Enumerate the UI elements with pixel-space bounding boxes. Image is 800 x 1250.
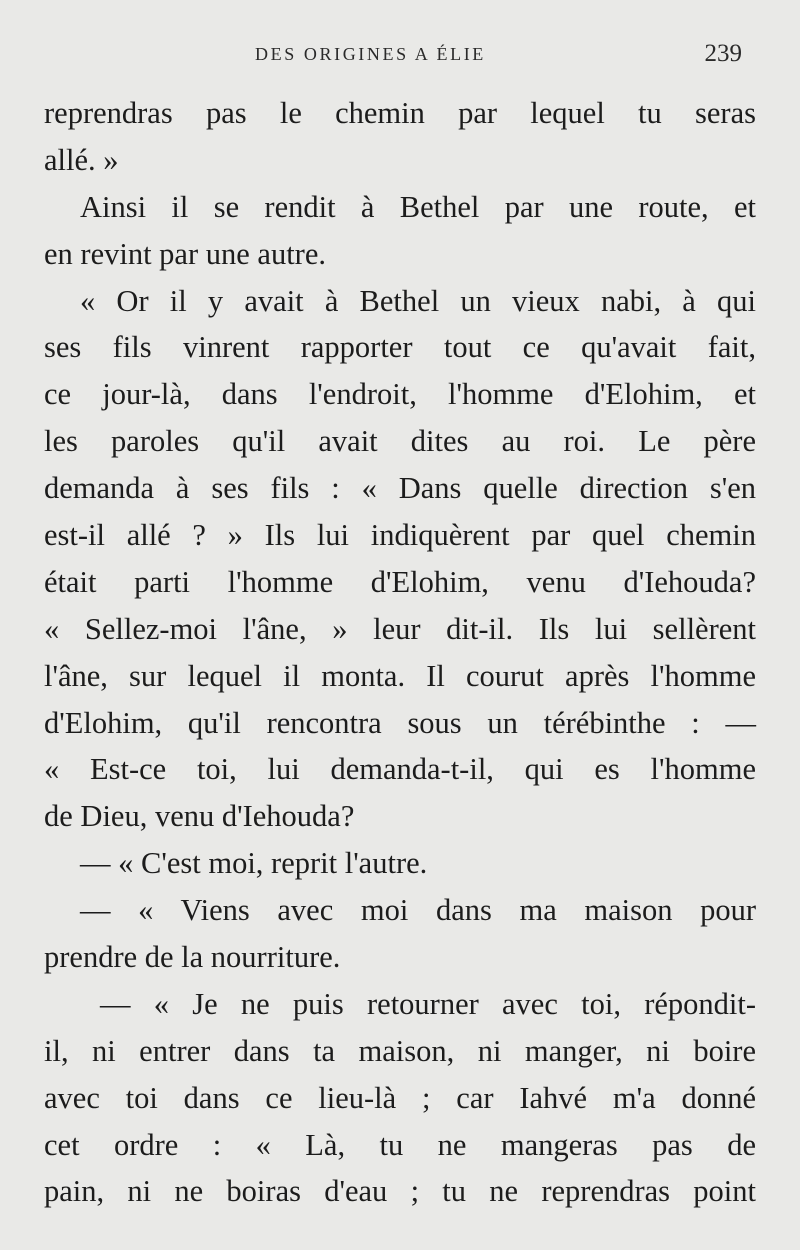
text-line: en revint par une autre.: [44, 236, 326, 271]
text-line: l'âne, sur lequel il monta. Il courut après l'homme: [44, 658, 756, 693]
text-line: ses fils vinrent rapporter tout ce qu'avait fait,: [44, 330, 756, 365]
body-text: [44, 90, 756, 1215]
text-line: demanda à ses fils : « Dans quelle direction s'en: [44, 471, 756, 506]
text-line: allé. »: [44, 142, 119, 177]
text-line: les paroles qu'il avait dites au roi. Le père: [44, 424, 756, 459]
text-line: — « Viens avec moi dans ma maison pour: [80, 893, 756, 928]
text-line: prendre de la nourriture.: [44, 940, 341, 975]
text-line: « Est-ce toi, lui demanda-t-il, qui es l'homme: [44, 752, 756, 787]
text-line: est-il allé ? » Ils lui indiquèrent par quel chemin: [44, 518, 756, 553]
text-line: Ainsi il se rendit à Bethel par une route, et: [80, 189, 756, 224]
text-line: pain, ni ne boiras d'eau ; tu ne reprendras point: [44, 1174, 756, 1209]
page-number: 239: [704, 40, 742, 67]
text-line: de Dieu, venu d'Iehouda?: [44, 799, 355, 834]
text-line: il, ni entrer dans ta maison, ni manger, ni boire: [44, 1033, 756, 1068]
text-line: cet ordre : « Là, tu ne mangeras pas de: [44, 1127, 756, 1162]
running-head: DES ORIGINES A ÉLIE: [255, 44, 486, 64]
text-line: était parti l'homme d'Elohim, venu d'Iehouda?: [44, 564, 756, 599]
text-line: avec toi dans ce lieu-là ; car Iahvé m'a donné: [44, 1080, 756, 1115]
text-line: — « C'est moi, reprit l'autre.: [80, 846, 428, 881]
text-line: — « Je ne puis retourner avec toi, répondit-: [100, 986, 756, 1021]
text-line: d'Elohim, qu'il rencontra sous un térébinthe : —: [44, 705, 756, 740]
text-line: reprendras pas le chemin par lequel tu seras: [44, 96, 756, 130]
text-line: ce jour-là, dans l'endroit, l'homme d'Elohim, et: [44, 377, 756, 412]
text-line: « Sellez-moi l'âne, » leur dit-il. Ils lui sellèrent: [44, 611, 756, 646]
text-line: « Or il y avait à Bethel un vieux nabi, à qui: [80, 283, 756, 318]
